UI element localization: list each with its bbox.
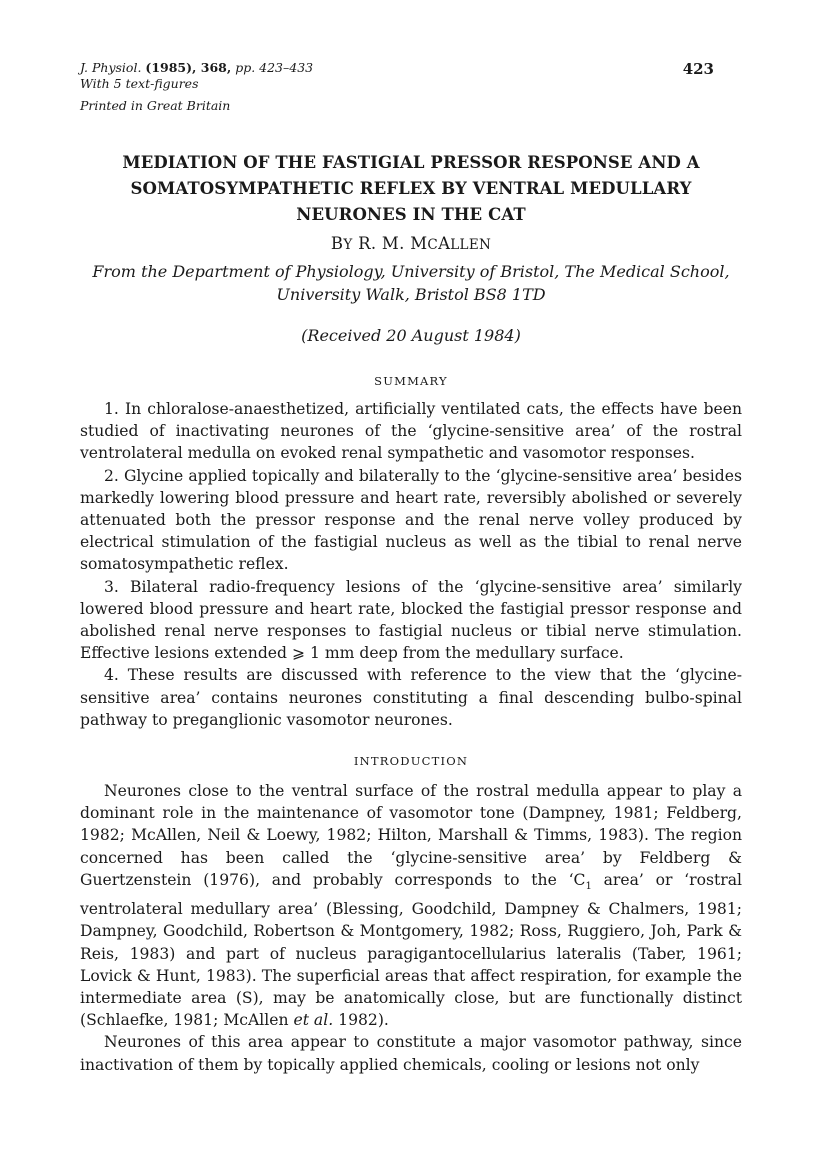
printed-note: Printed in Great Britain — [80, 98, 231, 113]
author-line — [80, 234, 742, 253]
intro-text-c: 1982). — [333, 1011, 389, 1030]
introduction-paragraph — [80, 780, 742, 1031]
figure-count: With 5 text-figures — [80, 76, 199, 91]
author-prefix: BY — [330, 234, 353, 253]
summary-paragraph: 2. Glycine applied topically and bilaterally to the ‘glycine-sensitive area’ besides markedly lowering blood pressure and heart rate, reversibly abolished or severely attenuated both the pressor response and the renal nerve volley produced by electrical stimulation of the fastigial nucleus as well as the tibial to renal nerve somatosympathetic reflex. — [80, 466, 742, 574]
affiliation-line-2: University Walk, Bristol BS8 1TD — [276, 285, 546, 304]
intro-text-a: Neurones close to the ventral surface of the rostral medulla appear to play a dominant role in the maintenance of vasomotor tone (Dampney, 1981; Feldberg, 1982; McAllen, Neil & Loewy, 1982; Hilton, Marshall & Timms, 1983). The region concerned has been called the ‘glycine-sensitive area’ by Feldberg & Guertzenstein (1976), and probably corresponds to the ‘C — [80, 782, 742, 889]
introduction-body — [80, 780, 742, 1076]
summary-paragraph: 3. Bilateral radio-frequency lesions of the ‘glycine-sensitive area’ similarly lowered blood pressure and heart rate, blocked the fastigial pressor response and abolished renal nerve responses to fastigial nucleus or tibial nerve stimulation. Effective lesions extended ⩾ 1 mm deep from the medullary surface. — [80, 577, 742, 663]
summary-paragraph: 1. In chloralose-anaesthetized, artificially ventilated cats, the effects have been studied of inactivating neurones of the ‘glycine-sensitive area’ of the rostral ventrolateral medulla on evoked renal sympathetic and vasomotor responses. — [80, 400, 742, 463]
subscript-1: 1 — [585, 880, 592, 892]
journal-name: J. Physiol. — [80, 60, 142, 75]
introduction-paragraph: Neurones of this area appear to constitute a major vasomotor pathway, since inactivation of them by topically applied chemicals, cooling or lesions not only — [80, 1033, 742, 1074]
summary-body — [80, 398, 742, 731]
received-date: (Received 20 August 1984) — [301, 326, 521, 345]
page-number: 423 — [682, 60, 714, 78]
intro-text-b: area’ or ‘rostral ventrolateral medullary area’ (Blessing, Goodchild, Dampney & Chalmers, 1981; Dampney, Goodchild, Robertson & Montgomery, 1982; Ross, Ruggiero, Joh, Park & Reis, 1983) and part of nucleus paragigantocellularius lateralis (Taber, 1961; Lovick & Hunt, 1983). The superficial areas that affect respiration, for example the intermediate area (S), may be anatomically close, but are functionally distinct (Schlaefke, 1981; McAllen — [80, 870, 742, 1030]
summary-paragraph: 4. These results are discussed with reference to the view that the ‘glycine-sensitive area’ contains neurones constituting a final descending bulbo-spinal pathway to preganglionic vasomotor neurones. — [80, 666, 742, 729]
introduction-heading: INTRODUCTION — [353, 754, 469, 768]
journal-pages: pp. 423–433 — [235, 60, 314, 75]
author-name: R. M. MCALLEN — [358, 234, 492, 253]
journal-year: (1985), — [145, 60, 197, 75]
journal-volume: 368, — [200, 60, 232, 75]
journal-citation — [80, 60, 313, 76]
affiliation-line-1: From the Department of Physiology, University of Bristol, The Medical School, — [92, 262, 730, 281]
et-al: et al. — [293, 1011, 334, 1030]
article-title: MEDIATION OF THE FASTIGIAL PRESSOR RESPONSE AND A SOMATOSYMPATHETIC REFLEX BY VENTRAL MEDULLARY NEURONES IN THE CAT — [122, 153, 700, 224]
affiliation — [80, 260, 742, 306]
summary-heading: SUMMARY — [374, 374, 448, 388]
